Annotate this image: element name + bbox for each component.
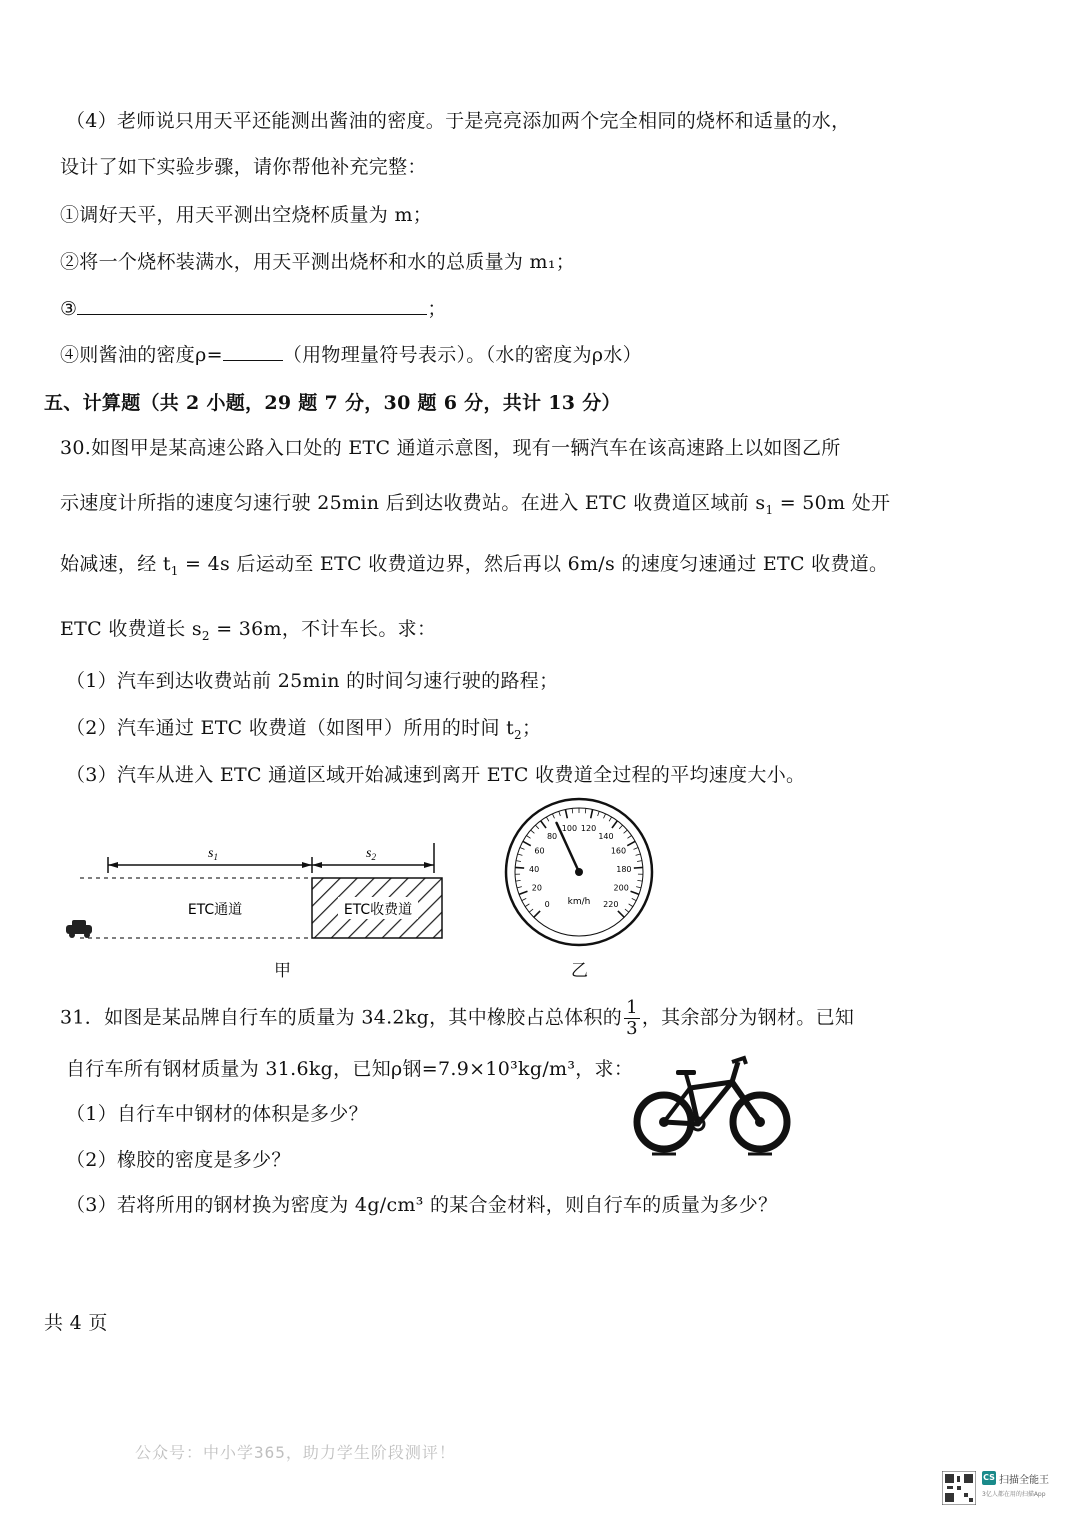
section-title: 五、计算题（共 2 小题，29 题 7 分，30 题 6 分，共计 13 分） (44, 392, 621, 414)
cs-logo-icon: CS (982, 1471, 996, 1485)
q30-line2-text: 示速度计所指的速度匀速行驶 25min 后到达收费站。在进入 ETC 收费道区域前 s (60, 492, 766, 514)
q31-question3: （3）若将所用的钢材换为密度为 4g/cm³ 的某合金材料，则自行车的质量为多少？ (66, 1194, 778, 1216)
speedometer-tick-label: 100 (561, 824, 578, 834)
q31-line1 (60, 998, 854, 1039)
q30-t1-subscript: 1 (170, 563, 179, 578)
watermark-text: 公众号：中小学365，助力学生阶段测评！ (135, 1443, 456, 1462)
q30-line2-text-end: = 50m 处开 (773, 492, 891, 514)
q29-step4-prefix: ④则酱油的密度ρ= (60, 344, 223, 366)
speedometer-tick-label: 160 (610, 846, 627, 856)
speedometer-unit: km/h (567, 897, 591, 907)
bicycle-image (632, 1050, 792, 1160)
q30-s1-subscript: 1 (765, 502, 774, 517)
q29-step4 (60, 340, 642, 367)
q30-line3 (60, 549, 888, 578)
q29-step3-prefix: ③ (60, 298, 78, 320)
speedometer-tick-label: 120 (580, 824, 597, 834)
q30-question3: （3）汽车从进入 ETC 通道区域开始减速到离开 ETC 收费道全过程的平均速度大小。 (66, 764, 806, 786)
q30-question2-text: （2）汽车通过 ETC 收费道（如图甲）所用的时间 t (66, 717, 515, 739)
q31-question2: （2）橡胶的密度是多少？ (66, 1149, 291, 1171)
q30-line1: 30.如图甲是某高速公路入口处的 ETC 通道示意图，现有一辆汽车在该高速路上以如图乙所 (60, 437, 841, 459)
q29-step3-suffix: ； (427, 298, 447, 320)
speedometer (503, 792, 655, 952)
page-number: 共 4 页 (44, 1312, 108, 1334)
figure-jia-caption: 甲 (274, 961, 291, 981)
q29-step1: ①调好天平，用天平测出空烧杯质量为 m； (60, 204, 433, 226)
figure-yi-caption: 乙 (571, 961, 588, 981)
q30-line4-text-end: = 36m，不计车长。求： (209, 618, 437, 640)
q29-step4-answer-blank[interactable] (223, 342, 283, 361)
q30-s2-subscript: 2 (201, 628, 210, 643)
app-badge-subtitle: 3亿人都在用的扫描App (982, 1491, 1046, 1498)
q31-line2: 自行车所有钢材质量为 31.6kg，已知ρ钢=7.9×10³kg/m³，求： (66, 1058, 634, 1080)
q30-question1: （1）汽车到达收费站前 25min 的时间匀速行驶的路程； (66, 670, 559, 692)
q30-line2 (60, 488, 890, 517)
fraction-denominator: 3 (626, 1018, 638, 1039)
q29-step2: ②将一个烧杯装满水，用天平测出烧杯和水的总质量为 m₁； (60, 251, 576, 273)
q30-t2-subscript: 2 (514, 727, 522, 742)
q31-line1-text: 31．如图是某品牌自行车的质量为 34.2kg，其中橡胶占总体积的 (60, 1006, 623, 1029)
toll-lane-label: ETC收费道 (343, 902, 413, 918)
speedometer-tick-label: 20 (531, 883, 542, 893)
speedometer-tick (515, 867, 524, 868)
etc-lane-diagram (60, 835, 460, 950)
q30-line3-text: 始减速，经 t (60, 553, 171, 575)
q30-line4 (60, 614, 436, 643)
speedometer-tick-label: 60 (534, 846, 545, 856)
q29-step4-suffix: （用物理量符号表示）。（水的密度为ρ水） (282, 344, 642, 366)
speedometer-tick-label: 80 (546, 831, 558, 841)
qr-code-icon (942, 1471, 976, 1505)
q29-part4-line1: （4）老师说只用天平还能测出酱油的密度。于是亮亮添加两个完全相同的烧杯和适量的水， (66, 110, 851, 132)
q29-step3 (60, 294, 447, 321)
speedometer-tick-label: 220 (603, 899, 619, 909)
speedometer-tick (634, 867, 643, 868)
speedometer-tick-label: 40 (529, 864, 540, 874)
q30-question2-end: ； (521, 717, 542, 739)
q30-question2 (66, 713, 541, 742)
app-badge-title: 扫描全能王 (999, 1475, 1049, 1486)
q29-part4-line2: 设计了如下实验步骤，请你帮他补充完整： (60, 156, 427, 178)
scanner-app-badge (942, 1468, 1062, 1508)
speedometer-hub (575, 868, 583, 876)
s2-label: $s_2$ (366, 846, 376, 862)
q29-step3-answer-blank[interactable] (77, 296, 427, 315)
speedometer-tick-label: 140 (598, 831, 614, 841)
car-icon (66, 920, 92, 938)
speedometer-tick (585, 808, 586, 813)
speedometer-tick-label: 200 (613, 883, 629, 893)
s1-label: $s_1$ (208, 846, 218, 862)
speedometer-tick (572, 808, 573, 813)
speedometer-tick-label: 180 (616, 864, 632, 874)
q30-line4-text: ETC 收费道长 s (60, 618, 202, 640)
fraction-numerator: 1 (626, 997, 638, 1018)
q30-line3-text-end: = 4s 后运动至 ETC 收费道边界，然后再以 6m/s 的速度匀速通过 ETC 收费道。 (178, 553, 889, 575)
q31-fraction (624, 998, 640, 1039)
etc-channel-label: ETC通道 (187, 902, 243, 918)
q31-question1: （1）自行车中钢材的体积是多少？ (66, 1103, 368, 1125)
speedometer-tick-label: 0 (544, 899, 550, 909)
q31-line1-end: ，其余部分为钢材。已知 (641, 1006, 855, 1029)
